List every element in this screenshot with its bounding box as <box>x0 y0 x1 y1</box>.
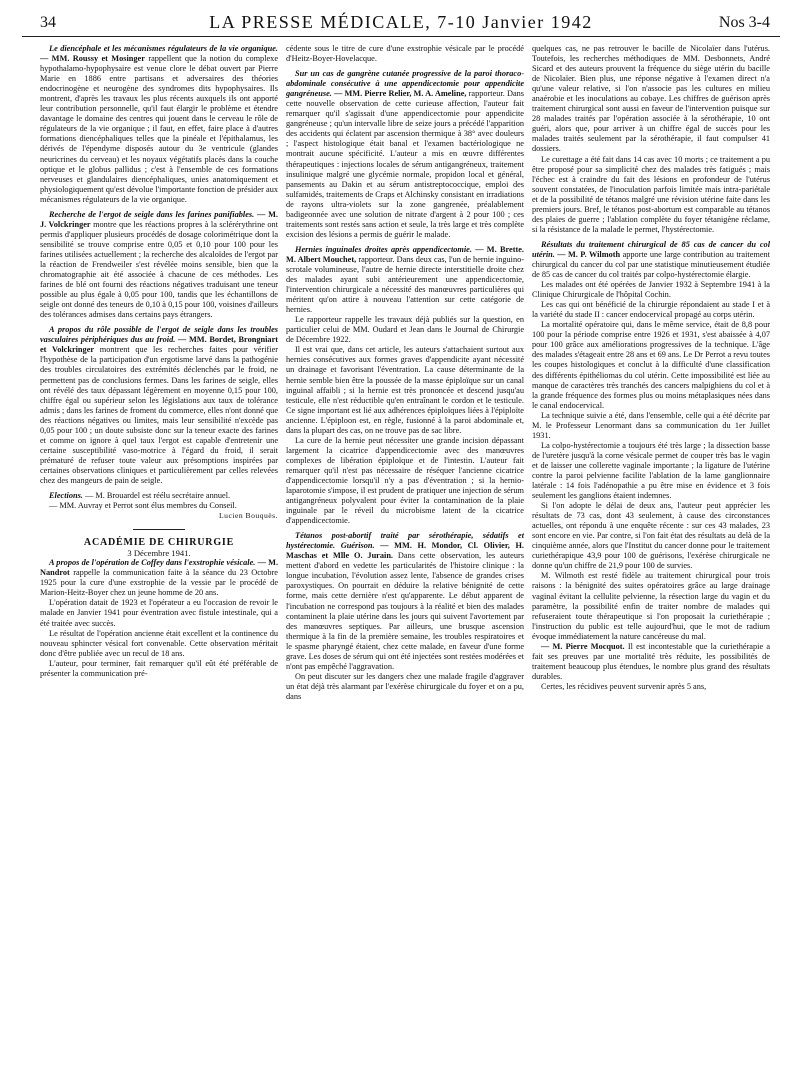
paragraph <box>40 210 278 321</box>
paragraph-text: rapporteur. Dans cette nouvelle observation de cette curieuse affection, l'auteur fait remarquer qu'il s'agissait d'une appendicectomie pour appendicite gangréneuse ; qu'un intervalle libre de seize jours a précédé l'apparition des accidents qui éclatent par ascension thermique à 38° avec douleurs ; l'aspect histologique était banal et l'examen bactériologique ne montrait aucune spécificité. L'auteur a mis en œuvre différentes thérapeutiques : injections locales de sérum antigangréneux, traitement insulinique malgré une glycémie normale, propidon local et général, pansements au Dakin et au sérum antistreptococcique, emploi des sulfamidés, traitements de Craps et Alchinsky consistant en irradiations de rayons ultra-violets sur la zone gangrenée, préalablement badigeonnée avec une solution de nitrate d'argent à 2 pour 100 ; ces traitements sont restés sans action et seule, la très large et très complète excision des lésions a permis de guérir le malade. <box>286 89 525 239</box>
article-authors: — MM. Bordet, Brongniart et Volckringer <box>40 335 279 355</box>
article-title: Recherche de l'ergot de seigle dans les farines panifiables. <box>49 209 255 219</box>
paragraph-text: montrent que les recherches faites pour vérifier l'hypothèse de la participation d'un ergotisme larvé dans la pathogénie des troubles circulatoires des extrémités déclenchés par le froid, ne permettent pas de conclusions fermes. Dans les farines de seigle, elles ont révélé des taux dépassant légèrement en moyenne 0,15 pour 100, chiffre égal ou supérieur selon les législations aux taux de tolérance admis ; dans les farines de froment du commerce, elles n'ont donné que des réactions négatives ou limites, mais leur sensibilité n'excède pas 0,05 pour 100 ; un doute subsiste donc sur la teneur exacte des farines et comme on ignore à quel taux l'ergot est capable d'entretenir une certaine susceptibilité vaso-motrice à l'égard du froid, il serait prématuré de refuser toute valeur aux présomptions inspirées par certaines observations cliniques et particulièrement par celles relevées chez des mangeurs de pain de seigle. <box>40 345 279 485</box>
paragraph: On peut discuter sur les dangers chez une malade fragile d'aggraver un état déjà très alarmant par l'exérèse chirurgicale du foyer et on a pu, dans <box>286 671 524 701</box>
article-authors: — M. J. Volckringer <box>40 209 279 229</box>
article-title: Hernies inguinales droites après appendicectomie. <box>295 244 472 254</box>
paragraph <box>40 501 278 511</box>
paragraph-text: — M. Brouardel est réélu secrétaire annuel. <box>84 491 231 501</box>
paragraph-text: montre que les réactions propres à la sclérérythrine ont permis d'appliquer plusieurs procédés de dosage colorimétrique dont la sensibilité se trouve comprise entre 0,05 et 0,10 pour 100 pour les farines utilisées actuellement ; la recherche des alcaloïdes de l'ergot par la réaction de Frendweiler s'est révélée moins sensible, bien que la chromatographie ait été associée à chacune de ces méthodes. Les farines de blé ont fourni des réactions négatives traduisant une teneur possible au plus égale à 0,05 pour 100, tandis que les échantillons de seigle ont donné des teneurs de 0,10 à 0,15 pour 100, voisines d'ailleurs des tolérances admises dans certains pays étrangers. <box>40 219 278 320</box>
article-title: Elections. <box>49 491 83 501</box>
column-2 <box>286 44 524 702</box>
page-header <box>22 12 780 37</box>
article-title: A propos du rôle possible de l'ergot de seigle dans les troubles vasculaires périphériques dus au froid. <box>40 325 278 345</box>
paragraph: quelques cas, ne pas retrouver le bacille de Nicolaïer dans l'utérus. Toutefois, les recherches méthodiques de MM. Desbonnets, André Sicard et des auteurs prouvent la fréquence du siège utérin du bacille de Nicolaïer. Bien plus, une réponse négative à l'examen direct n'a qu'une valeur relative, si l'on n'associe pas les cultures en milieu anaérobie et les inoculations au cobaye. Les chiffres de guérison après traitement chirurgical sont aussi en faveur de l'intervention puisque sur 28 malades traités par l'opération associée à la sérothérapie, 10 ont guéri, alors que, pour arriver à un chiffre égal de succès pour les malades traités seulement par la sérothérapie, il faut compulser 41 dossiers. <box>532 44 770 154</box>
paragraph <box>40 325 278 486</box>
article-authors: — M. Nandrot <box>40 558 279 578</box>
article-authors: — M. P. Wilmoth <box>557 249 621 259</box>
paragraph <box>40 491 278 501</box>
paragraph: Si l'on adopte le délai de deux ans, l'auteur peut apprécier les résultats de 73 cas, dont 43 seulement, à cause des circonstances actuelles, ont répondu à une enquête récente : sur ces 43 malades, 23 sont encore en vie. Par contre, si l'on fait état des résultats au delà de la cinquième année, alors que l'Institut du cancer donne pour le traitement curiethérapique 43,9 pour 100 de guérisons, l'exérèse chirurgicale ne donne qu'un chiffre de 21,9 pour 100 de survies. <box>532 501 770 571</box>
paragraph-text: — MM. Auvray et Perrot sont élus membres du Conseil. <box>49 501 237 511</box>
paragraph: L'opération datait de 1923 et l'opérateur a eu l'occasion de revoir le malade en Janvier 1941 pour éventration avec fistule intestinale, qui a été traitée avec succès. <box>40 598 278 628</box>
article-title: Le diencéphale et les mécanismes régulateurs de la vie organique. <box>49 44 278 53</box>
article-authors: — MM. H. Mondor, Cl. Olivier, H. Maschas et Mlle O. Jurain. <box>286 541 525 561</box>
column-3 <box>532 44 770 692</box>
article-authors: — MM. Pierre Relier, M. A. Ameline, <box>334 89 467 99</box>
journal-title: LA PRESSE MÉDICALE, 7-10 Janvier 1942 <box>209 12 593 32</box>
paragraph-text: rapporteur. Dans deux cas, l'un de hernie inguino-scrotale volumineuse, l'autre de hernie directe interstitielle droite chez des malades ayant subi antérieurement une appendicectomie, l'intervention chirurgicale a nécessité des manœuvres particulières qui méritent qu'on attire à nouveau l'attention sur cette catégorie de hernies. <box>286 254 525 315</box>
section-divider <box>133 529 185 530</box>
paragraph-text: rappelle la communication faite à la séance du 23 Octobre 1925 pour la cure d'une exstrophie de la vessie par le procédé de Marion-Heitz-Boyer chez un jeune homme de 20 ans. <box>40 568 278 598</box>
page-number: 34 <box>40 14 56 31</box>
article-authors: — MM. Roussy et Mosinger <box>40 54 145 64</box>
issue-number: Nos 3-4 <box>718 14 770 31</box>
paragraph <box>286 69 524 240</box>
paragraph: La technique suivie a été, dans l'ensemble, celle qui a été décrite par M. le Professeur Lenormant dans sa communication du 1er Juillet 1931. <box>532 410 770 440</box>
paragraph-text: apporte une large contribution au traitement chirurgical du cancer du col par une statistique minutieusement étudiée de 85 cas de cancer du col traités par colpo-hystérectomie élargie. <box>532 249 770 280</box>
paragraph-text: Dans cette observation, les auteurs mettent d'abord en vedette les particularités de l'histoire clinique : la longue incubation, l'évolution assez lente, l'absence de grandes crises paroxystiques. On pourrait en déduire la relative bénignité de cette forme, mais cette dernière n'est qu'apparente. Le début apparent de l'incubation ne correspond pas toujours à la réalité et bien des malades contaminent la plaie utérine dans les jours qui suivent l'avortement par des manœuvres septiques. Par ailleurs, une brusque ascension thermique à la fin de la première semaine, les troubles respiratoires et le spasme pharyngé étaient, chez cette malade, en faveur d'une forme grave. Les doses de sérum qui ont été injectées sont restées modérées et n'ont pas empêché l'aggravation. <box>286 551 525 671</box>
paragraph: La mortalité opératoire qui, dans le même service, était de 8,8 pour 100 pour la période comprise entre 1926 et 1931, s'est abaissée à 4,07 pour 100 grâce aux améliorations progressives de la technique. L'âge des malades s'étageait entre 28 ans et 69 ans. Le Dr Perrot a revu toutes les coupes histologiques et conclut à la difficulté d'une classification des différents épithéliomas du col utérin. Cette impossibilité est liée au manque de caractères très tranchés des cancers malpighiens du col et à la grande fréquence des formes plus ou moins métaplasiques nées dans le canal endocervical. <box>532 320 770 410</box>
paragraph <box>532 240 770 280</box>
article-title: Résultats du traitement chirurgical de 85 cas de cancer du col utérin. <box>532 239 770 259</box>
paragraph-text: rappellent que la notion du complexe hypothalamo-hypophysaire est venue clore le débat ouvert par Pierre Marie en 1886 entre partisans et adversaires des théories endocrinogène et neurogène des syndromes dits hypophysaires. Ils montrent, d'après les travaux les plus récents auxquels ils ont apporté leur contribution personnelle, qu'il faut élargir le problème et étendre davantage le domaine des centres qui jouent dans le cerveau le rôle de régulateurs de la vie organique ; il faut, en effet, faire place à d'autres formations diencéphaliques telles que la pinéale et l'épithalamus, les dérivés de l'épendyme disposés autour du 3e ventricule (glandes neuricrines du cerveau) et les noyaux végétatifs placés dans la couche optique et le globus pallidus ; c'est à l'ensemble de ces formations nerveuses et glandulaires diencéphaliques, unies anatomiquement et physiologiquement qu'est dévolue l'importante fonction de présider aux mécanismes régulateurs de la vie organique. <box>40 54 279 204</box>
paragraph: cédente sous le titre de cure d'une exstrophie vésicale par le procédé d'Heitz-Boyer-Hovelacque. <box>286 44 524 64</box>
paragraph <box>532 642 770 682</box>
article-authors: — M. Pierre Mocquot. <box>541 641 625 651</box>
paragraph: M. Wilmoth est resté fidèle au traitement chirurgical pour trois raisons : la bénignité des suites opératoires grâce au large drainage vaginal évitant la cellulite pelvienne, la résection large du vagin et du paramètre, la possibilité enfin de traiter nombre de malades qui refuseraient toute thérapeutique si l'on proposait la curiethérapie ; l'instruction du public est telle aujourd'hui, que le mot de radium évoque immédiatement la nature cancéreuse du mal. <box>532 571 770 641</box>
article-title: A propos de l'opération de Coffey dans l'exstrophie vésicale. <box>49 558 256 568</box>
section-heading: ACADÉMIE DE CHIRURGIE <box>83 537 235 549</box>
paragraph <box>286 531 524 672</box>
article-title: Sur un cas de gangrène cutanée progressive de la paroi thoraco-abdominale consécutive à une appendicectomie pour appendicite gangréneuse. <box>286 69 524 99</box>
paragraph: L'auteur, pour terminer, fait remarquer qu'il eût été préférable de présenter la communication pré- <box>40 658 278 678</box>
paragraph <box>40 44 278 205</box>
paragraph: La colpo-hystérectomie a toujours été très large ; la dissection basse de l'uretère jusqu'à la corne vésicale permet de couper très bas le vagin et de laisser une collerette vaginale importante ; la ligature de l'utérine contre la paroi pelvienne facilite l'ablation de la lame ganglionnaire latérale : 14 fois l'adénopathie a pu être mise en évidence et 3 fois seulement les ganglions étaient indemnes. <box>532 440 770 501</box>
paragraph: Le rapporteur rappelle les travaux déjà publiés sur la question, en particulier celui de MM. Oudard et Jean dans le Journal de Chirurgie de Décembre 1922. <box>286 315 524 345</box>
paragraph: Le curettage a été fait dans 14 cas avec 10 morts ; ce traitement a pu être proposé pour sa simplicité chez des malades très fatigués ; mais l'échec est à craindre du fait des lésions en profondeur de l'utérus souvent constatées, de l'inoculation parfois limitée mais intra-pariétale et de la possibilité de tétanos malgré une révision utérine faite dans les premiers jours. Bref, le tétanos post-abortum est comparable au tétanos des plaies de guerre ; l'ablation complète du foyer tétanigène réclame, si la résistance de la malade le permet, l'hystérectomie. <box>532 154 770 234</box>
paragraph: Il est vrai que, dans cet article, les auteurs s'attachaient surtout aux hernies consécutives aux formes graves d'appendicite ayant nécessité un drainage et favorisant l'éventration. La cause déterminante de la hernie semble bien être la poussée de la masse épiploïque sur un canal inguinal affaibli ; si la hernie est très prononcée et descend jusqu'au testicule, elle n'est réductible qu'en entraînant le cordon et le testicule. Ce signe important est lié aux adhérences épiploïques liées à l'épiploïte ancienne. L'épiploon est, en règle, fusionné à la paroi abdominale et, dans la plupart des cas, on ne trouve pas de sac libre. <box>286 345 524 435</box>
paragraph <box>286 245 524 315</box>
signature: Lucien Bouquès. <box>219 511 278 521</box>
paragraph-text: Il est incontestable que la curiethérapie a fait ses preuves par une mortalité très réduite, les possibilités de traitement beaucoup plus étendues, le nombre plus grand des résultats durables. <box>532 641 771 681</box>
paragraph: Certes, les récidives peuvent survenir après 5 ans, <box>541 681 707 691</box>
article-title: Tétanos post-abortif traité par sérothérapie, sédatifs et hystérectomie. Guérison. <box>286 531 524 551</box>
paragraph <box>40 558 278 598</box>
column-1 <box>40 44 278 679</box>
article-authors: — M. Brette. M. Albert Mouchet, <box>286 244 524 264</box>
paragraph: Les cas qui ont bénéficié de la chirurgie répondaient au stade I et à la variété du stade II : cancer endocervical propagé au corps utérin. <box>532 300 770 320</box>
paragraph: Les malades ont été opérées de Janvier 1932 à Septembre 1941 à la Clinique Chirurgicale de l'hôpital Cochin. <box>532 280 770 300</box>
paragraph: La cure de la hernie peut nécessiter une grande incision dépassant largement la cicatrice d'appendicectomie avec des manœuvres complexes de libération épiploïque et de l'intestin. L'auteur fait remarquer qu'il n'est pas nécessaire de réséquer l'ancienne cicatrice d'appendicectomie lorsqu'il n'y a pas d'éventration ; si la hernio-laparotomie s'impose, il est prudent de pratiquer une injection de sérum antigangréneux polyvalent pour éviter la contamination de la plaie inguinale par le réveil du microbisme latent de la cicatrice d'appendicectomie. <box>286 435 524 526</box>
paragraph: Le résultat de l'opération ancienne était excellent et la continence du nouveau sphincter vésical fort convenable. Cette observation méritait donc d'être publiée avec un recul de 18 ans. <box>40 628 278 658</box>
section-date: 3 Décembre 1941. <box>127 548 191 559</box>
